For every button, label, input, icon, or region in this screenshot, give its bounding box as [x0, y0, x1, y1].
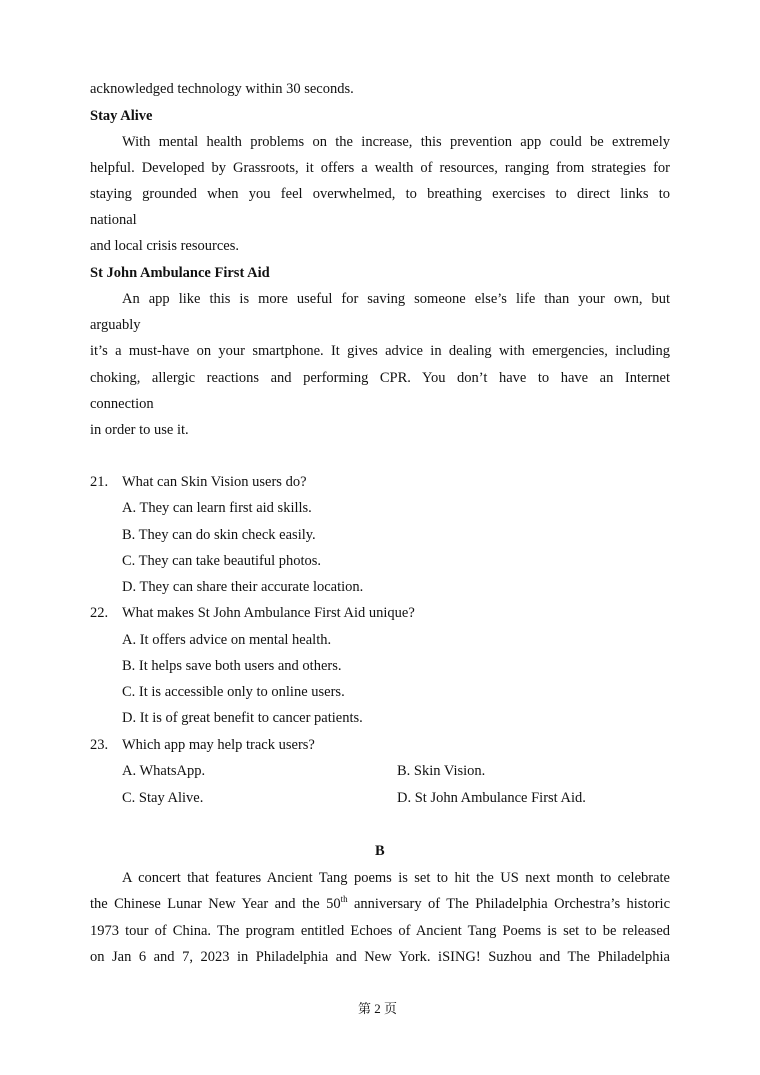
- answer-option: A. They can learn first aid skills.: [122, 500, 312, 516]
- answer-option: C. Stay Alive.: [122, 790, 204, 806]
- passage-text-line: and local crisis resources.: [90, 238, 239, 254]
- superscript: th: [340, 895, 348, 905]
- answer-option: B. It helps save both users and others.: [122, 658, 342, 674]
- section-heading-stay-alive: Stay Alive: [90, 108, 153, 124]
- text-segment: the Chinese Lunar New Year and the 50: [90, 896, 341, 912]
- answer-option: D. They can share their accurate location.: [122, 579, 364, 595]
- passage-text-line: arguably: [90, 317, 141, 333]
- answer-option: B. They can do skin check easily.: [122, 527, 316, 543]
- passage-text-line: helpful. Developed by Grassroots, it offers a wealth of resources, ranging from strategies for: [90, 160, 670, 176]
- text-segment: anniversary of The Philadelphia Orchestra’s historic: [347, 896, 670, 912]
- passage-text-line: A concert that features Ancient Tang poems is set to hit the US next month to celebrate: [122, 870, 670, 886]
- answer-option: D. St John Ambulance First Aid.: [397, 790, 586, 806]
- passage-text-line: it’s a must-have on your smartphone. It gives advice in dealing with emergencies, including: [90, 343, 670, 359]
- passage-text-line: choking, allergic reactions and performing CPR. You don’t have to have an Internet: [90, 370, 670, 386]
- passage-text-line: in order to use it.: [90, 422, 189, 438]
- answer-option: A. WhatsApp.: [122, 763, 206, 779]
- passage-text-line: acknowledged technology within 30 seconds.: [90, 81, 354, 97]
- answer-option: A. It offers advice on mental health.: [122, 632, 332, 648]
- passage-text-line: [90, 895, 670, 913]
- question-text: Which app may help track users?: [122, 737, 315, 753]
- passage-text-line: 1973 tour of China. The program entitled Echoes of Ancient Tang Poems is set to be released: [90, 923, 670, 939]
- passage-text-line: staying grounded when you feel overwhelmed, to breathing exercises to direct links to: [90, 186, 670, 202]
- passage-b-heading: B: [375, 843, 385, 859]
- question-number: 21.: [90, 474, 109, 490]
- passage-text-line: An app like this is more useful for saving someone else’s life than your own, but: [122, 291, 670, 307]
- page-number: 第 2 页: [358, 1001, 398, 1016]
- question-number: 23.: [90, 737, 109, 753]
- answer-option: C. They can take beautiful photos.: [122, 553, 322, 569]
- section-heading-first-aid: St John Ambulance First Aid: [90, 265, 270, 281]
- passage-text-line: on Jan 6 and 7, 2023 in Philadelphia and New York. iSING! Suzhou and The Philadelphia: [90, 949, 670, 965]
- answer-option: B. Skin Vision.: [397, 763, 486, 779]
- question-text: What makes St John Ambulance First Aid unique?: [122, 605, 415, 621]
- question-text: What can Skin Vision users do?: [122, 474, 307, 490]
- passage-text-line: With mental health problems on the increase, this prevention app could be extremely: [122, 134, 670, 150]
- passage-text-line: connection: [90, 396, 154, 412]
- answer-option: C. It is accessible only to online users.: [122, 684, 345, 700]
- question-number: 22.: [90, 605, 109, 621]
- passage-text-line: national: [90, 212, 137, 228]
- answer-option: D. It is of great benefit to cancer patients.: [122, 710, 363, 726]
